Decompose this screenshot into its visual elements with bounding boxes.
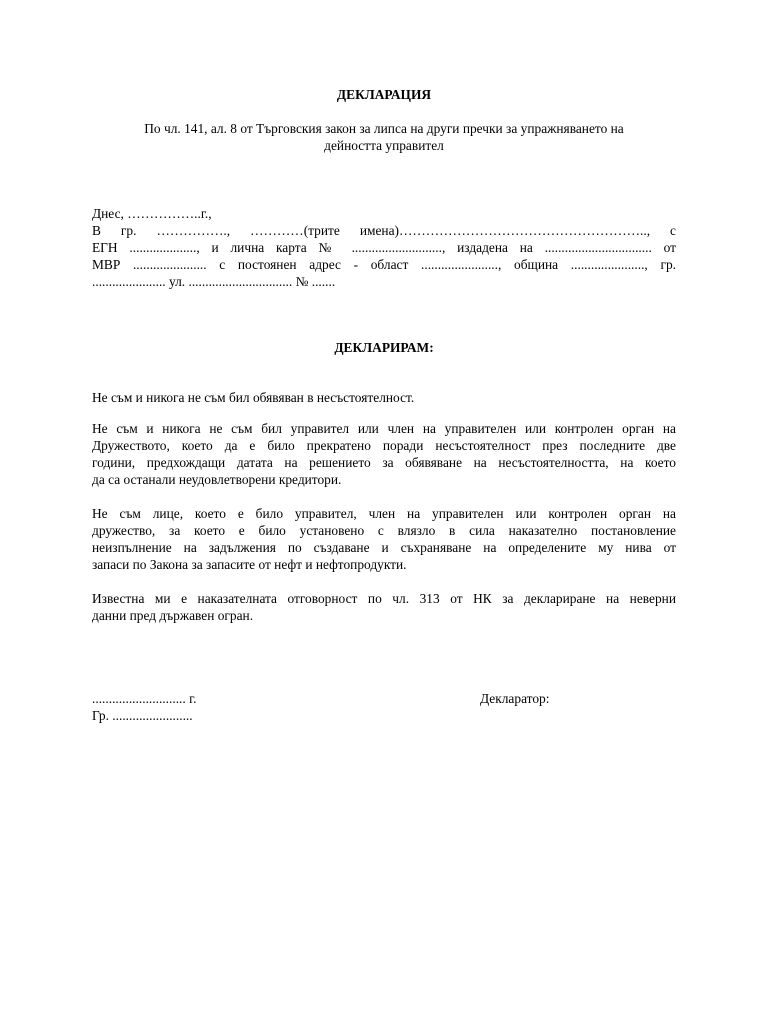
signature-date-line: ............................ г. xyxy=(92,691,197,706)
signature-city-line: Гр. ........................ xyxy=(92,708,193,723)
form-line-egn: ЕГН ...................., и лична карта № ..........................., издадена на ................................ от xyxy=(92,240,676,255)
paragraph-line: данни пред държавен огран. xyxy=(92,608,254,623)
document-title: ДЕКЛАРАЦИЯ xyxy=(336,87,432,102)
paragraph-line: дружество, за което е било установено с влязло в сила наказателно постановление xyxy=(92,523,676,538)
declaration-paragraph-2 xyxy=(92,420,676,488)
form-line-date: Днес, ……………..г., xyxy=(92,206,212,221)
signature-place-date xyxy=(92,690,196,724)
paragraph-line: Не съм и никога не съм бил управител или член на управителен или контролен орган на xyxy=(92,421,676,436)
declaration-paragraph-3 xyxy=(92,505,676,573)
document-subtitle xyxy=(92,120,676,154)
declaration-heading: ДЕКЛАРИРАМ: xyxy=(334,340,434,355)
paragraph-line: Не съм и никога не съм бил обявяван в несъстоятелност. xyxy=(92,390,415,405)
declarator-label: Декларатор: xyxy=(480,691,550,706)
declaration-paragraph-1 xyxy=(92,389,676,406)
paragraph-line: неизпълнение на задължения по създаване и съхраняване на определените му нива от xyxy=(92,540,676,555)
declaration-paragraph-4 xyxy=(92,590,676,624)
paragraph-line: да са останали неудовлетворени кредитори. xyxy=(92,472,342,487)
paragraph-line: запаси по Закона за запасите от нефт и нефтопродукти. xyxy=(92,557,407,572)
form-line-name: В гр. ……………., …………(трите имена)……………………………………………….., с xyxy=(92,223,676,238)
paragraph-line: Дружеството, което да е било прекратено поради несъстоятелност през последните две xyxy=(92,438,676,453)
paragraph-line: Не съм лице, което е било управител, член на управителен или контролен орган на xyxy=(92,506,676,521)
form-line-street: ...................... ул. ............................... № ....... xyxy=(92,274,336,289)
personal-data-form xyxy=(92,205,676,290)
paragraph-line: години, предхождащи датата на решението за обявяване на несъстоятелността, на което xyxy=(92,455,676,470)
form-line-address: МВР ...................... с постоянен адрес - област ......................., община ......................, гр. xyxy=(92,257,676,272)
subtitle-line: дейността управител xyxy=(324,138,444,153)
paragraph-line: Известна ми е наказателната отговорност по чл. 313 от НК за деклариране на неверни xyxy=(92,591,676,606)
subtitle-line: По чл. 141, ал. 8 от Търговския закон за липса на други пречки за упражняването на xyxy=(144,121,624,136)
